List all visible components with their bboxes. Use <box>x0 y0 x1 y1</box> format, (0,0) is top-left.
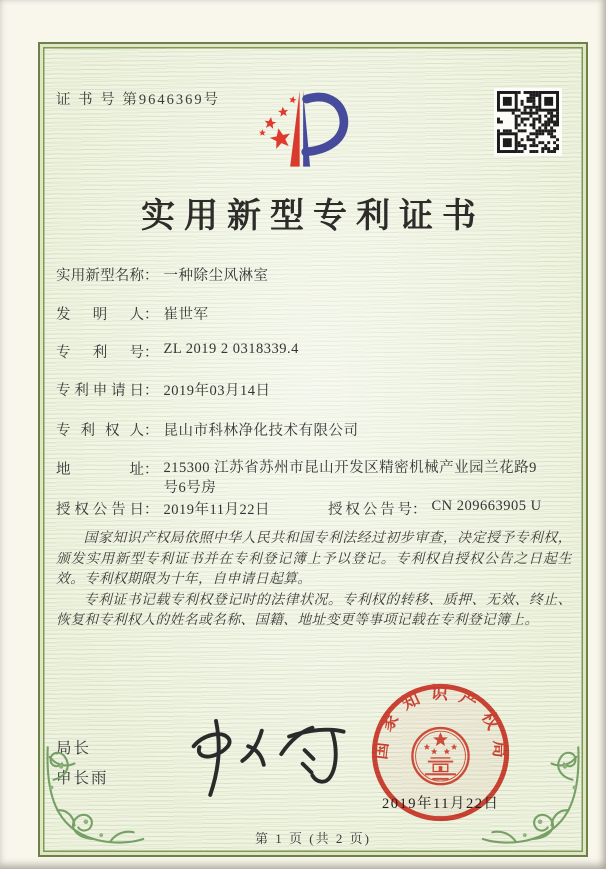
field-colon: ： <box>412 502 427 518</box>
field-group-grant-number <box>328 498 542 519</box>
field-row-filing-date <box>56 379 271 400</box>
corner-flourish-icon <box>42 718 147 853</box>
field-colon: ： <box>144 462 159 478</box>
legal-paragraph-2: 专利证书记载专利权登记时的法律状况。专利权的转移、质押、无效、终止、恢复和专利权人的姓名或名称、国籍、地址变更等事项记载在专利登记簿上。 <box>56 591 572 627</box>
field-colon: ： <box>144 502 159 518</box>
legal-paragraph-1: 国家知识产权局依照中华人民共和国专利法经过初步审查，决定授予专利权，颁发实用新型专利证书并在专利登记簿上予以登记。专利权自授权公告之日起生效。专利权期限为十年，自申请日起算。 <box>56 530 572 586</box>
corner-flourish-icon <box>479 718 584 853</box>
signer-name: 申长雨 <box>56 770 109 787</box>
field-label: 专利号 <box>56 345 144 361</box>
field-label: 专利申请日 <box>56 383 144 399</box>
certificate-frame <box>38 42 588 857</box>
field-colon: ： <box>144 383 159 399</box>
field-value: CN 209663905 U <box>431 498 542 514</box>
certificate-number-label: 证 书 号 <box>56 92 117 108</box>
field-label: 专利权人 <box>56 423 144 439</box>
certificate-number <box>56 88 220 109</box>
field-label: 地址 <box>56 462 144 478</box>
field-label: 授权公告日 <box>56 502 144 518</box>
page-number: 第 1 页 (共 2 页) <box>255 831 371 846</box>
certificate-number-value: 第9646369号 <box>122 92 221 108</box>
field-row-patent-number <box>56 341 299 362</box>
field-value: 一种除尘风淋室 <box>163 268 269 284</box>
field-row-invention-name <box>56 264 269 285</box>
certificate-title: 实用新型专利证书 <box>141 198 485 235</box>
legal-text <box>56 528 572 631</box>
field-row-grant <box>56 498 542 519</box>
field-colon: ： <box>144 423 159 439</box>
field-label: 实用新型名称 <box>56 268 144 284</box>
field-value: 215300 江苏省苏州市昆山开发区精密机械产业园兰花路9号6号房 <box>163 460 537 496</box>
field-label: 授权公告号 <box>328 502 412 518</box>
field-row-address <box>56 458 546 498</box>
field-value: 2019年11月22日 <box>163 502 270 518</box>
field-label: 发明人 <box>56 307 144 323</box>
field-value: 2019年03月14日 <box>163 383 271 399</box>
field-value: 昆山市科林净化技术有限公司 <box>163 423 359 439</box>
field-row-inventor <box>56 303 209 324</box>
cnipa-logo-icon <box>250 80 358 184</box>
field-row-patentee <box>56 419 359 440</box>
field-colon: ： <box>144 268 159 284</box>
seal-date: 2019年11月22日 <box>382 796 500 812</box>
handwritten-signature-icon <box>180 706 365 806</box>
field-value: ZL 2019 2 0318339.4 <box>163 341 299 357</box>
seal-agency-text: 国家知识产权局 <box>370 683 510 769</box>
qr-code <box>494 88 562 156</box>
signer-title: 局长 <box>56 740 92 757</box>
field-colon: ： <box>144 345 159 361</box>
field-colon: ： <box>144 307 159 323</box>
field-value: 崔世军 <box>163 307 209 323</box>
